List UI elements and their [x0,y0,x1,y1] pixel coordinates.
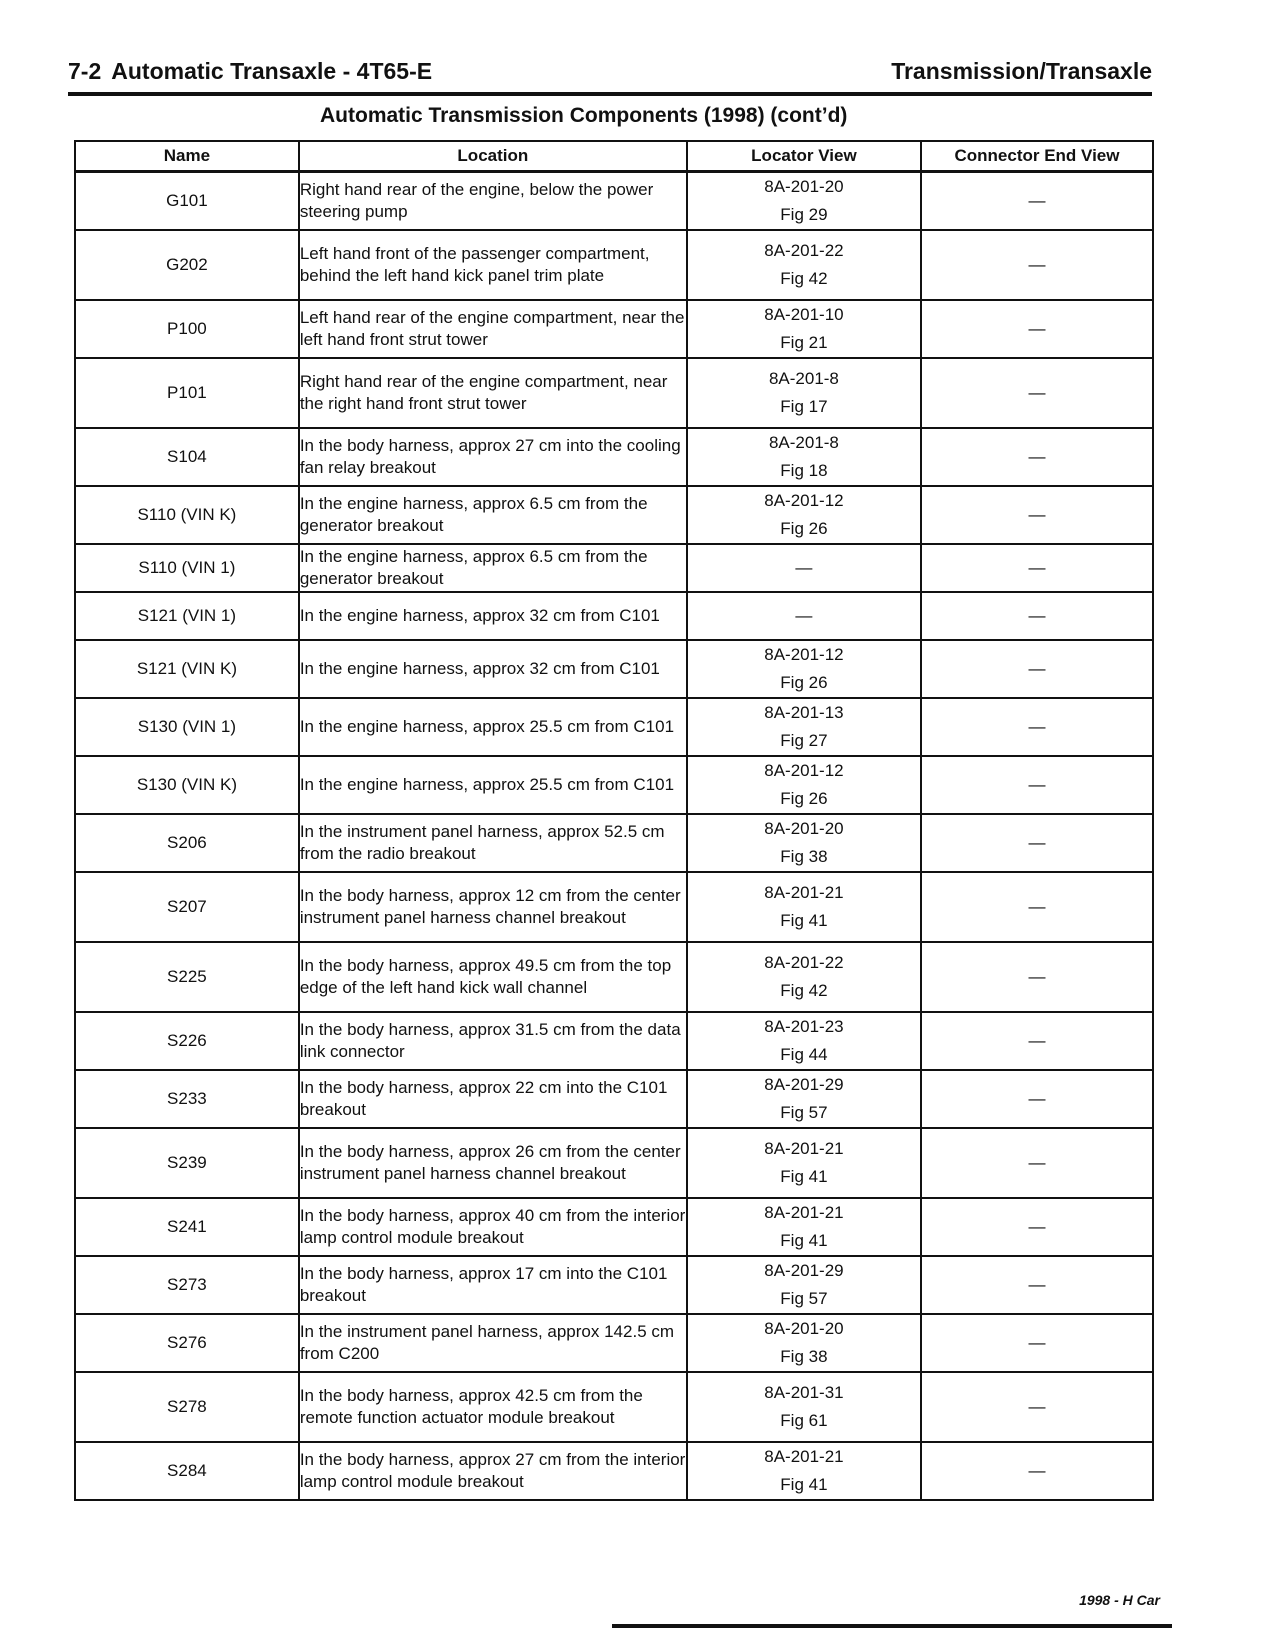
cell-name: S130 (VIN 1) [75,698,299,756]
cell-location: In the engine harness, approx 25.5 cm from C101 [299,756,687,814]
section-heading [68,58,432,85]
table-row [75,230,1153,300]
locator-view-figure: Fig 27 [780,731,828,750]
cell-location: Left hand rear of the engine compartment, near the left hand front strut tower [299,300,687,358]
locator-view-code: 8A-201-21 [764,1447,844,1466]
table-row [75,942,1153,1012]
cell-locator-view [687,698,921,756]
footer-edition: 1998 - H Car [1079,1592,1160,1608]
table-row [75,1442,1153,1500]
locator-view-figure: Fig 57 [780,1289,828,1308]
locator-view-code: 8A-201-21 [764,1203,844,1222]
cell-locator-view [687,544,921,592]
locator-view-code: 8A-201-13 [764,703,844,722]
cell-connector-end-view: — [921,1314,1153,1372]
cell-connector-end-view: — [921,1372,1153,1442]
locator-view-figure: Fig 18 [780,461,828,480]
table-row [75,1012,1153,1070]
locator-view-figure: Fig 26 [780,673,828,692]
cell-locator-view [687,814,921,872]
locator-view-figure: Fig 29 [780,205,828,224]
locator-view-code: — [795,606,813,625]
cell-connector-end-view: — [921,544,1153,592]
cell-locator-view [687,1012,921,1070]
locator-view-figure: Fig 41 [780,1475,828,1494]
locator-view-code: 8A-201-29 [764,1075,844,1094]
locator-view-code: 8A-201-31 [764,1383,844,1402]
cell-location: In the body harness, approx 26 cm from the center instrument panel harness channel breakout [299,1128,687,1198]
cell-connector-end-view: — [921,756,1153,814]
locator-view-figure: Fig 26 [780,519,828,538]
cell-locator-view [687,428,921,486]
locator-view-figure: Fig 26 [780,789,828,808]
locator-view-figure: Fig 44 [780,1045,828,1064]
cell-location: In the engine harness, approx 6.5 cm from the generator breakout [299,544,687,592]
locator-view-figure: Fig 61 [780,1411,828,1430]
table-row [75,172,1153,231]
cell-location: In the body harness, approx 40 cm from the interior lamp control module breakout [299,1198,687,1256]
cell-locator-view [687,1198,921,1256]
cell-location: In the body harness, approx 17 cm into the C101 breakout [299,1256,687,1314]
cell-location: In the instrument panel harness, approx 52.5 cm from the radio breakout [299,814,687,872]
cell-connector-end-view: — [921,698,1153,756]
locator-view-figure: Fig 17 [780,397,828,416]
cell-connector-end-view: — [921,230,1153,300]
table-title: Automatic Transmission Components (1998) (cont’d) [320,104,848,127]
cell-location: In the body harness, approx 12 cm from the center instrument panel harness channel breakout [299,872,687,942]
table-row [75,1070,1153,1128]
cell-name: G101 [75,172,299,231]
cell-name: G202 [75,230,299,300]
locator-view-figure: Fig 57 [780,1103,828,1122]
cell-connector-end-view: — [921,1012,1153,1070]
locator-view-figure: Fig 38 [780,847,828,866]
cell-locator-view [687,230,921,300]
cell-connector-end-view: — [921,640,1153,698]
cell-connector-end-view: — [921,1070,1153,1128]
cell-name: S273 [75,1256,299,1314]
cell-location: In the engine harness, approx 32 cm from C101 [299,640,687,698]
locator-view-figure: Fig 42 [780,269,828,288]
cell-name: S233 [75,1070,299,1128]
cell-name: S226 [75,1012,299,1070]
locator-view-figure: Fig 21 [780,333,828,352]
column-header-name: Name [75,141,299,172]
cell-name: S207 [75,872,299,942]
locator-view-code: 8A-201-22 [764,953,844,972]
cell-connector-end-view: — [921,358,1153,428]
table-row [75,1128,1153,1198]
cell-locator-view [687,300,921,358]
locator-view-code: 8A-201-23 [764,1017,844,1036]
cell-name: S104 [75,428,299,486]
locator-view-code: 8A-201-8 [768,433,839,452]
cell-connector-end-view: — [921,486,1153,544]
cell-location: In the engine harness, approx 32 cm from C101 [299,592,687,640]
cell-locator-view [687,592,921,640]
cell-locator-view [687,1314,921,1372]
cell-location: In the body harness, approx 22 cm into the C101 breakout [299,1070,687,1128]
table-header-row [75,141,1153,172]
cell-name: S241 [75,1198,299,1256]
cell-locator-view [687,1442,921,1500]
column-header-connector-end-view: Connector End View [921,141,1153,172]
cell-connector-end-view: — [921,1198,1153,1256]
components-table [74,140,1154,1501]
column-header-location: Location [299,141,687,172]
cell-location: In the instrument panel harness, approx 142.5 cm from C200 [299,1314,687,1372]
cell-location: In the body harness, approx 27 cm from the interior lamp control module breakout [299,1442,687,1500]
section-title: Automatic Transaxle - 4T65-E [111,58,433,84]
table-row [75,872,1153,942]
locator-view-code: 8A-201-10 [764,305,844,324]
table-row [75,698,1153,756]
cell-location: In the body harness, approx 49.5 cm from the top edge of the left hand kick wall channel [299,942,687,1012]
cell-name: P100 [75,300,299,358]
locator-view-code: 8A-201-8 [768,369,839,388]
locator-view-code: 8A-201-20 [764,177,844,196]
cell-connector-end-view: — [921,300,1153,358]
cell-locator-view [687,640,921,698]
cell-connector-end-view: — [921,428,1153,486]
table-row [75,428,1153,486]
cell-name: S206 [75,814,299,872]
cell-name: S239 [75,1128,299,1198]
page-header [68,56,1152,96]
table-row [75,1256,1153,1314]
cell-name: S110 (VIN 1) [75,544,299,592]
cell-name: S225 [75,942,299,1012]
table-row [75,544,1153,592]
table-body [75,172,1153,1501]
cell-locator-view [687,486,921,544]
locator-view-code: 8A-201-20 [764,1319,844,1338]
cell-locator-view [687,1256,921,1314]
cell-location: In the engine harness, approx 25.5 cm from C101 [299,698,687,756]
cell-name: S121 (VIN K) [75,640,299,698]
cell-name: S121 (VIN 1) [75,592,299,640]
cell-name: S110 (VIN K) [75,486,299,544]
table-row [75,300,1153,358]
cell-location: Right hand rear of the engine, below the power steering pump [299,172,687,231]
cell-location: In the body harness, approx 27 cm into the cooling fan relay breakout [299,428,687,486]
table-row [75,592,1153,640]
locator-view-figure: Fig 41 [780,911,828,930]
cell-location: In the engine harness, approx 6.5 cm from the generator breakout [299,486,687,544]
cell-location: In the body harness, approx 42.5 cm from the remote function actuator module breakout [299,1372,687,1442]
cell-name: S276 [75,1314,299,1372]
locator-view-code: 8A-201-22 [764,241,844,260]
cell-connector-end-view: — [921,942,1153,1012]
locator-view-code: — [795,558,813,577]
table-row [75,358,1153,428]
cell-name: S284 [75,1442,299,1500]
locator-view-figure: Fig 38 [780,1347,828,1366]
cell-locator-view [687,1070,921,1128]
locator-view-figure: Fig 42 [780,981,828,1000]
cell-name: S130 (VIN K) [75,756,299,814]
locator-view-figure: Fig 41 [780,1231,828,1250]
cell-name: S278 [75,1372,299,1442]
locator-view-code: 8A-201-20 [764,819,844,838]
cell-locator-view [687,1128,921,1198]
cell-locator-view [687,172,921,231]
cell-name: P101 [75,358,299,428]
section-number: 7-2 [68,58,102,84]
cell-connector-end-view: — [921,592,1153,640]
locator-view-code: 8A-201-21 [764,1139,844,1158]
cell-connector-end-view: — [921,1256,1153,1314]
locator-view-code: 8A-201-29 [764,1261,844,1280]
cell-connector-end-view: — [921,872,1153,942]
cell-connector-end-view: — [921,1128,1153,1198]
column-header-locator-view: Locator View [687,141,921,172]
locator-view-code: 8A-201-21 [764,883,844,902]
table-row [75,756,1153,814]
table-row [75,1372,1153,1442]
footer-rule [612,1624,1172,1628]
cell-location: Left hand front of the passenger compartment, behind the left hand kick panel trim plate [299,230,687,300]
chapter-title: Transmission/Transaxle [891,58,1152,84]
locator-view-code: 8A-201-12 [764,491,844,510]
cell-locator-view [687,942,921,1012]
cell-connector-end-view: — [921,1442,1153,1500]
locator-view-code: 8A-201-12 [764,761,844,780]
cell-locator-view [687,872,921,942]
cell-locator-view [687,358,921,428]
cell-location: Right hand rear of the engine compartment, near the right hand front strut tower [299,358,687,428]
table-row [75,814,1153,872]
table-row [75,640,1153,698]
cell-locator-view [687,1372,921,1442]
cell-connector-end-view: — [921,172,1153,231]
table-row [75,1198,1153,1256]
locator-view-code: 8A-201-12 [764,645,844,664]
cell-location: In the body harness, approx 31.5 cm from the data link connector [299,1012,687,1070]
table-row [75,1314,1153,1372]
cell-locator-view [687,756,921,814]
cell-connector-end-view: — [921,814,1153,872]
locator-view-figure: Fig 41 [780,1167,828,1186]
table-row [75,486,1153,544]
